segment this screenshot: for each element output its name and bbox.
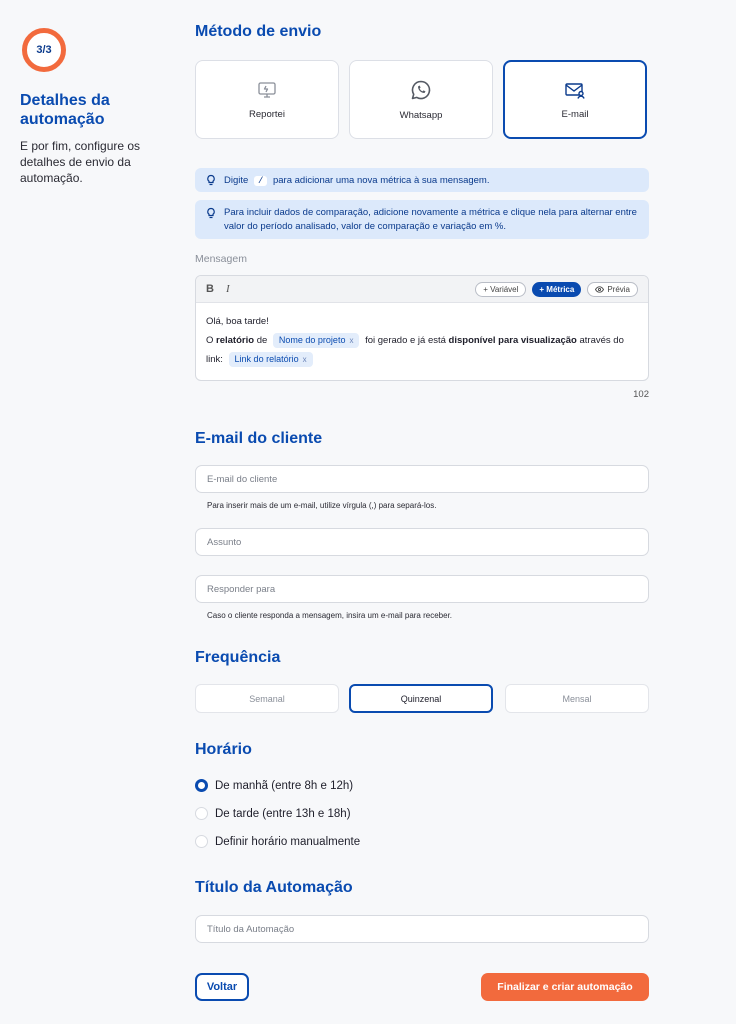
client-email-hint: Para inserir mais de um e-mail, utilize vírgula (,) para separá-los.	[207, 501, 437, 510]
message-line: Olá, boa tarde!	[206, 316, 269, 327]
method-title: Método de envio	[195, 23, 322, 40]
frequency-option-weekly[interactable]: Semanal	[195, 684, 339, 713]
method-option-reportei[interactable]	[195, 60, 339, 139]
automation-title-input[interactable]	[195, 915, 649, 943]
client-email-title: E-mail do cliente	[195, 430, 323, 447]
mail-icon	[564, 80, 586, 100]
reply-to-hint: Caso o cliente responda a mensagem, insira um e-mail para receber.	[207, 611, 453, 620]
method-option-label: Whatsapp	[399, 109, 443, 121]
remove-chip-icon[interactable]: x	[349, 336, 354, 345]
add-metric-button[interactable]: + Métrica	[532, 282, 581, 297]
method-option-whatsapp[interactable]	[349, 60, 493, 139]
italic-button[interactable]: I	[225, 283, 230, 295]
schedule-option-afternoon[interactable]	[195, 807, 351, 820]
variable-chip-project-name[interactable]: Nome do projeto x	[273, 333, 360, 348]
radio-label: De manhã (entre 8h e 12h)	[215, 779, 354, 792]
radio-button[interactable]	[195, 807, 208, 820]
client-email-input[interactable]	[195, 465, 649, 493]
editor-content[interactable]	[196, 303, 648, 369]
reply-to-input[interactable]	[195, 575, 649, 603]
variable-chip-report-link[interactable]: Link do relatório x	[229, 352, 313, 367]
schedule-option-manual[interactable]	[195, 835, 360, 848]
preview-label: Prévia	[607, 284, 630, 294]
eye-icon	[595, 286, 604, 293]
message-editor[interactable]	[195, 275, 649, 381]
sidebar-description: E por fim, configure os detalhes de envio da automação.	[20, 139, 141, 185]
slash-key: /	[254, 176, 267, 186]
lightbulb-icon	[205, 207, 217, 219]
add-variable-button[interactable]: + Variável	[475, 282, 526, 297]
radio-label: Definir horário manualmente	[215, 835, 361, 848]
frequency-option-biweekly[interactable]: Quinzenal	[349, 684, 493, 713]
subject-input[interactable]	[195, 528, 649, 556]
lightbulb-icon	[205, 174, 217, 186]
message-line: link: Link do relatório x	[206, 350, 638, 369]
character-counter: 102	[633, 389, 649, 400]
remove-chip-icon[interactable]: x	[302, 355, 307, 364]
method-option-label: Reportei	[249, 108, 285, 120]
radio-button[interactable]	[195, 779, 208, 792]
bold-button[interactable]: B	[206, 283, 214, 295]
message-line: O relatório de Nome do projeto x foi gerado e já está disponível para visualização através do	[206, 335, 624, 346]
tip-text: Digite	[224, 174, 249, 186]
method-option-email[interactable]	[503, 60, 647, 139]
schedule-title: Horário	[195, 741, 252, 758]
radio-label: De tarde (entre 13h e 18h)	[215, 807, 351, 820]
frequency-title: Frequência	[195, 649, 281, 666]
method-option-label: E-mail	[561, 108, 589, 120]
editor-toolbar	[196, 276, 648, 303]
tip-slash-command	[195, 168, 649, 192]
back-button[interactable]: Voltar	[195, 973, 249, 1001]
tip-comparison	[195, 200, 649, 239]
sidebar-title: Detalhes da automação	[20, 92, 110, 128]
tip-text: para adicionar uma nova métrica à sua mensagem.	[272, 174, 490, 186]
tip-text: Para incluir dados de comparação, adicione novamente a métrica e clique nela para alternar entre valor do período analisado, valor de comparação e variação em %.	[224, 207, 637, 232]
frequency-option-monthly[interactable]: Mensal	[505, 684, 649, 713]
whatsapp-icon	[410, 79, 432, 101]
radio-button[interactable]	[195, 835, 208, 848]
finish-button[interactable]: Finalizar e criar automação	[481, 973, 649, 1001]
automation-title-heading: Título da Automação	[195, 879, 353, 896]
monitor-icon	[257, 80, 277, 100]
preview-button[interactable]	[587, 282, 638, 297]
schedule-option-morning[interactable]	[195, 779, 353, 792]
message-label: Mensagem	[195, 253, 247, 265]
step-indicator: 3/3	[22, 28, 66, 72]
